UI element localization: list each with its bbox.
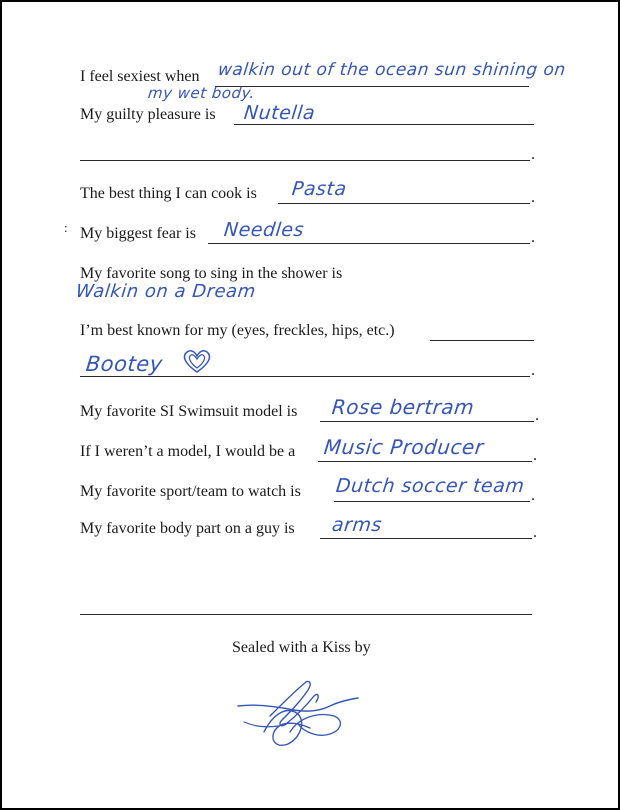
answer-guilty: Nutella <box>242 102 317 124</box>
period-si-model: . <box>535 407 539 424</box>
answer-line-guilty <box>234 124 534 125</box>
margin-mark: : <box>64 220 68 235</box>
blank-line-1 <box>80 160 530 161</box>
period-1: . <box>531 146 535 163</box>
prompt-known: I’m best known for my (eyes, freckles, hips, etc.) <box>80 322 395 339</box>
prompt-career: If I weren’t a model, I would be a <box>80 443 296 460</box>
answer-si-model: Rose bertram <box>330 395 476 419</box>
answer-sexiest-line2: my wet body. <box>147 84 257 102</box>
period-sport: . <box>531 487 535 504</box>
prompt-cook: The best thing I can cook is <box>80 185 257 202</box>
answer-line-career <box>318 461 532 462</box>
signature-icon <box>234 672 364 752</box>
answer-fear: Needles <box>222 219 306 241</box>
answer-song: Walkin on a Dream <box>74 281 257 302</box>
prompt-sport: My favorite sport/team to watch is <box>80 483 301 500</box>
answer-known: Bootey <box>84 352 164 376</box>
prompt-si-model: My favorite SI Swimsuit model is <box>80 403 298 420</box>
period-body-part: . <box>533 524 537 541</box>
answer-line-fear <box>208 243 530 244</box>
heart-doodle-icon <box>180 348 214 374</box>
answer-cook: Pasta <box>290 178 348 200</box>
period-fear: . <box>531 229 535 246</box>
answer-line-body-part <box>320 538 532 539</box>
answer-line-sport <box>334 501 530 502</box>
answer-sexiest-line1: walkin out of the ocean sun shining on <box>216 60 567 80</box>
answer-body-part: arms <box>330 514 384 536</box>
prompt-sexiest: I feel sexiest when <box>80 68 200 85</box>
closing-rule <box>80 614 532 615</box>
answer-sport: Dutch soccer team <box>334 475 526 497</box>
prompt-guilty: My guilty pleasure is <box>80 106 216 123</box>
prompt-body-part: My favorite body part on a guy is <box>80 520 295 537</box>
answer-line-si-model <box>320 421 534 422</box>
period-career: . <box>533 447 537 464</box>
sealed-text: Sealed with a Kiss by <box>232 639 371 656</box>
prompt-fear: My biggest fear is <box>80 225 196 242</box>
period-known: . <box>531 362 535 379</box>
answer-line-known-b <box>80 376 530 377</box>
answer-line-known-a <box>430 340 534 341</box>
answer-career: Music Producer <box>322 435 485 459</box>
prompt-song: My favorite song to sing in the shower is <box>80 265 343 282</box>
answer-line-sexiest <box>215 86 529 87</box>
period-cook: . <box>531 189 535 206</box>
answer-line-cook <box>278 203 530 204</box>
